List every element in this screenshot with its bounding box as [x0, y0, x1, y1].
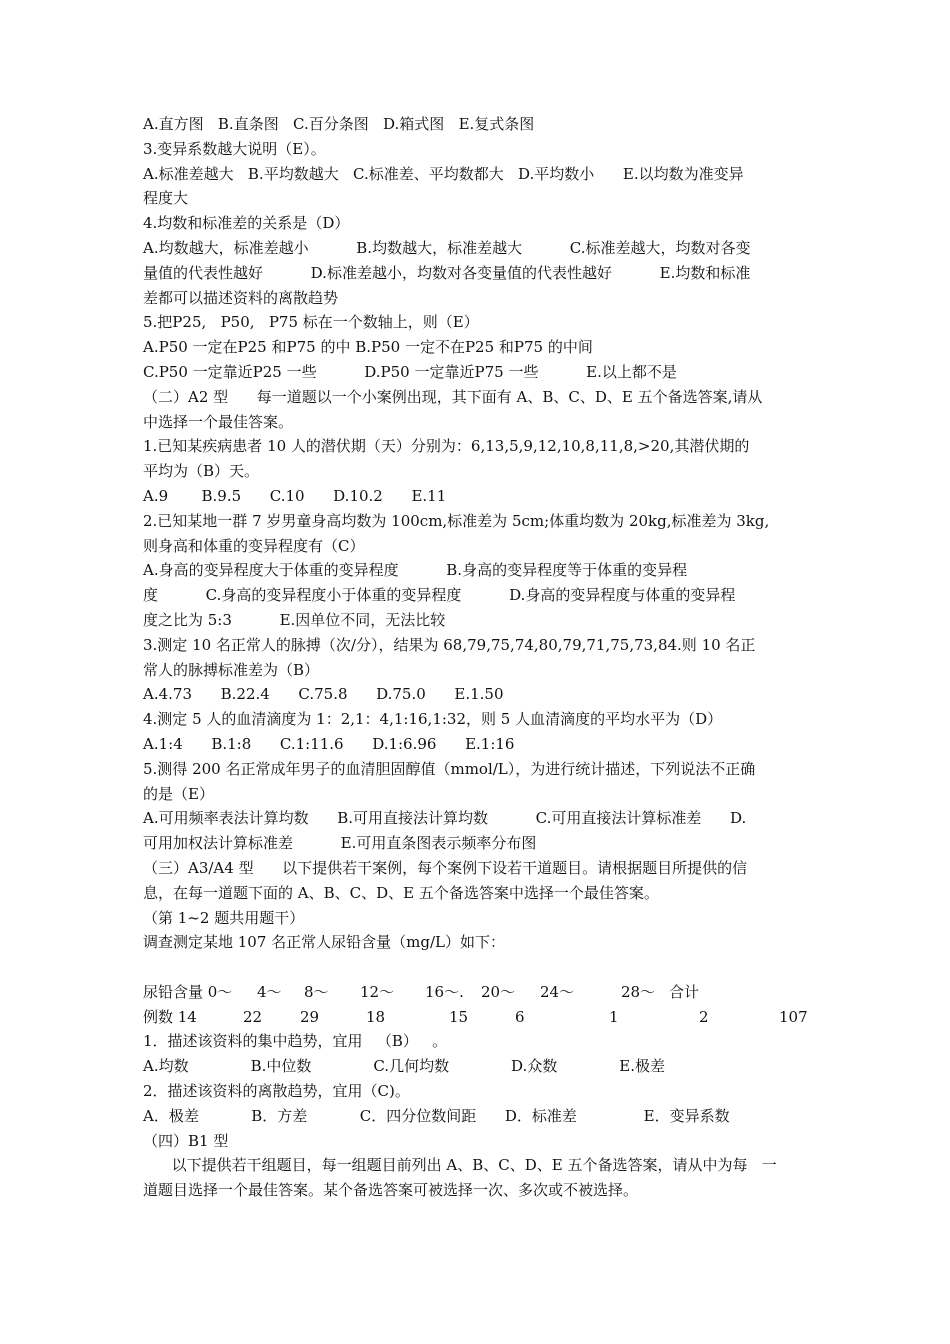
table-cell: 6: [515, 1007, 525, 1026]
text-line: A.均数 B.中位数 C.几何均数 D.众数 E.极差: [143, 1057, 666, 1076]
table-cell: 1: [609, 1007, 619, 1026]
text-line: 1．描述该资料的集中趋势，宜用 （B） 。: [143, 1032, 448, 1051]
text-line: A.标准差越大 B.平均数越大 C.标准差、平均数都大 D.平均数小 E.以均数为准变异: [143, 164, 744, 183]
text-line: A.P50 一定在P25 和P75 的中 B.P50 一定不在P25 和P75 的中间: [143, 338, 593, 357]
table-cell: 16～.: [425, 982, 464, 1001]
text-line: （第 1~2 题共用题干）: [143, 908, 305, 927]
table-cell: 2: [699, 1007, 709, 1026]
text-line: 5.测得 200 名正常成年男子的血清胆固醇值（mmol/L），为进行统计描述，下列说法不正确: [143, 759, 756, 778]
text-line: 4.测定 5 人的血清滴度为 1：2,1：4,1:16,1:32，则 5 人血清滴度的平均水平为（D）: [143, 710, 723, 729]
text-line: 2．描述该资料的离散趋势，宜用（C)。: [143, 1082, 410, 1101]
question-block-b: [143, 1029, 813, 1203]
text-line: （四）B1 型: [143, 1131, 229, 1150]
text-line: 度之比为 5:3 E.因单位不同，无法比较: [143, 610, 446, 629]
question-block-a: [143, 112, 813, 955]
table-cell: 29: [300, 1007, 320, 1026]
text-line: 道题目选择一个最佳答案。某个备选答案可被选择一次、多次或不被选择。: [143, 1181, 639, 1200]
table-cell: 8～: [304, 982, 329, 1001]
table-cell: 24～: [540, 982, 575, 1001]
table-cell: 4～: [257, 982, 282, 1001]
text-line: 则身高和体重的变异程度有（C）: [143, 536, 365, 555]
text-line: A.身高的变异程度大于体重的变异程度 B.身高的变异程度等于体重的变异程: [143, 561, 688, 580]
text-line: 中选择一个最佳答案。: [143, 412, 294, 431]
text-line: （二）A2 型 每一道题以一个小案例出现，其下面有 A、B、C、D、E 五个备选答案,请从: [143, 387, 763, 406]
table-cell: 20～: [481, 982, 516, 1001]
text-line: 息，在每一道题下面的 A、B、C、D、E 五个备选答案中选择一个最佳答案。: [143, 883, 659, 902]
text-line: A.9 B.9.5 C.10 D.10.2 E.11: [143, 486, 447, 505]
table-header-row: [143, 980, 813, 1005]
table-data-row: [143, 1005, 813, 1030]
table-cell: 尿铅含量 0～: [143, 982, 233, 1001]
text-line: 调查测定某地 107 名正常人尿铅含量（mg/L）如下：: [143, 933, 506, 952]
text-line: 可用加权法计算标准差 E.可用直条图表示频率分布图: [143, 834, 537, 853]
text-line: 常人的脉搏标准差为（B）: [143, 660, 320, 679]
text-line: A.可用频率表法计算均数 B.可用直接法计算均数 C.可用直接法计算标准差 D.: [143, 809, 747, 828]
text-line: 差都可以描述资料的离散趋势: [143, 288, 339, 307]
table-cell: 22: [243, 1007, 263, 1026]
text-line: 程度大: [143, 189, 189, 208]
text-line: C.P50 一定靠近P25 一些 D.P50 一定靠近P75 一些 E.以上都不是: [143, 362, 677, 381]
text-line: 的是（E）: [143, 784, 214, 803]
table-cell: 例数 14: [143, 1007, 197, 1026]
text-line: （三）A3/A4 型 以下提供若干案例，每个案例下设若干道题目。请根据题目所提供的信: [143, 858, 748, 877]
table-cell: 107: [779, 1007, 808, 1026]
table-cell: 15: [449, 1007, 469, 1026]
text-line: A.直方图 B.直条图 C.百分条图 D.箱式图 E.复式条图: [143, 115, 535, 133]
text-line: 2.已知某地一群 7 岁男童身高均数为 100cm,标准差为 5cm;体重均数为 20kg,标准差为 3kg,: [143, 511, 770, 530]
text-line: 量值的代表性越好 D.标准差越小，均数对各变量值的代表性越好 E.均数和标准: [143, 263, 751, 282]
text-line: 4.均数和标准差的关系是（D）: [143, 214, 350, 233]
document-page: [143, 112, 813, 1203]
text-line: 平均为（B）天。: [143, 462, 260, 481]
text-line: 5.把P25, P50, P75 标在一个数轴上，则（E）: [143, 313, 479, 332]
table-cell: 合计: [669, 982, 700, 1001]
text-line: 3.测定 10 名正常人的脉搏（次/分），结果为 68,79,75,74,80,79,71,75,73,84.则 10 名正: [143, 635, 756, 654]
text-line: A.4.73 B.22.4 C.75.8 D.75.0 E.1.50: [143, 685, 504, 704]
text-line: 1.已知某疾病患者 10 人的潜伏期（天）分别为：6,13,5,9,12,10,8,11,8,>20,其潜伏期的: [143, 437, 750, 456]
table-cell: 18: [366, 1007, 386, 1026]
table-cell: 28～: [621, 982, 656, 1001]
text-line: 度 C.身高的变异程度小于体重的变异程度 D.身高的变异程度与体重的变异程: [143, 586, 736, 605]
text-line: 以下提供若干组题目，每一组题目前列出 A、B、C、D、E 五个备选答案，请从中为每 一: [143, 1156, 777, 1175]
blank-line: [143, 955, 813, 980]
text-line: A.均数越大，标准差越小 B.均数越大，标准差越大 C.标准差越大，均数对各变: [143, 238, 751, 257]
table-cell: 12～: [360, 982, 395, 1001]
text-line: A．极差 B．方差 C．四分位数间距 D．标准差 E．变异系数: [143, 1106, 730, 1125]
text-line: A.1:4 B.1:8 C.1:11.6 D.1:6.96 E.1:16: [143, 734, 515, 753]
text-line: 3.变异系数越大说明（E）。: [143, 139, 326, 158]
